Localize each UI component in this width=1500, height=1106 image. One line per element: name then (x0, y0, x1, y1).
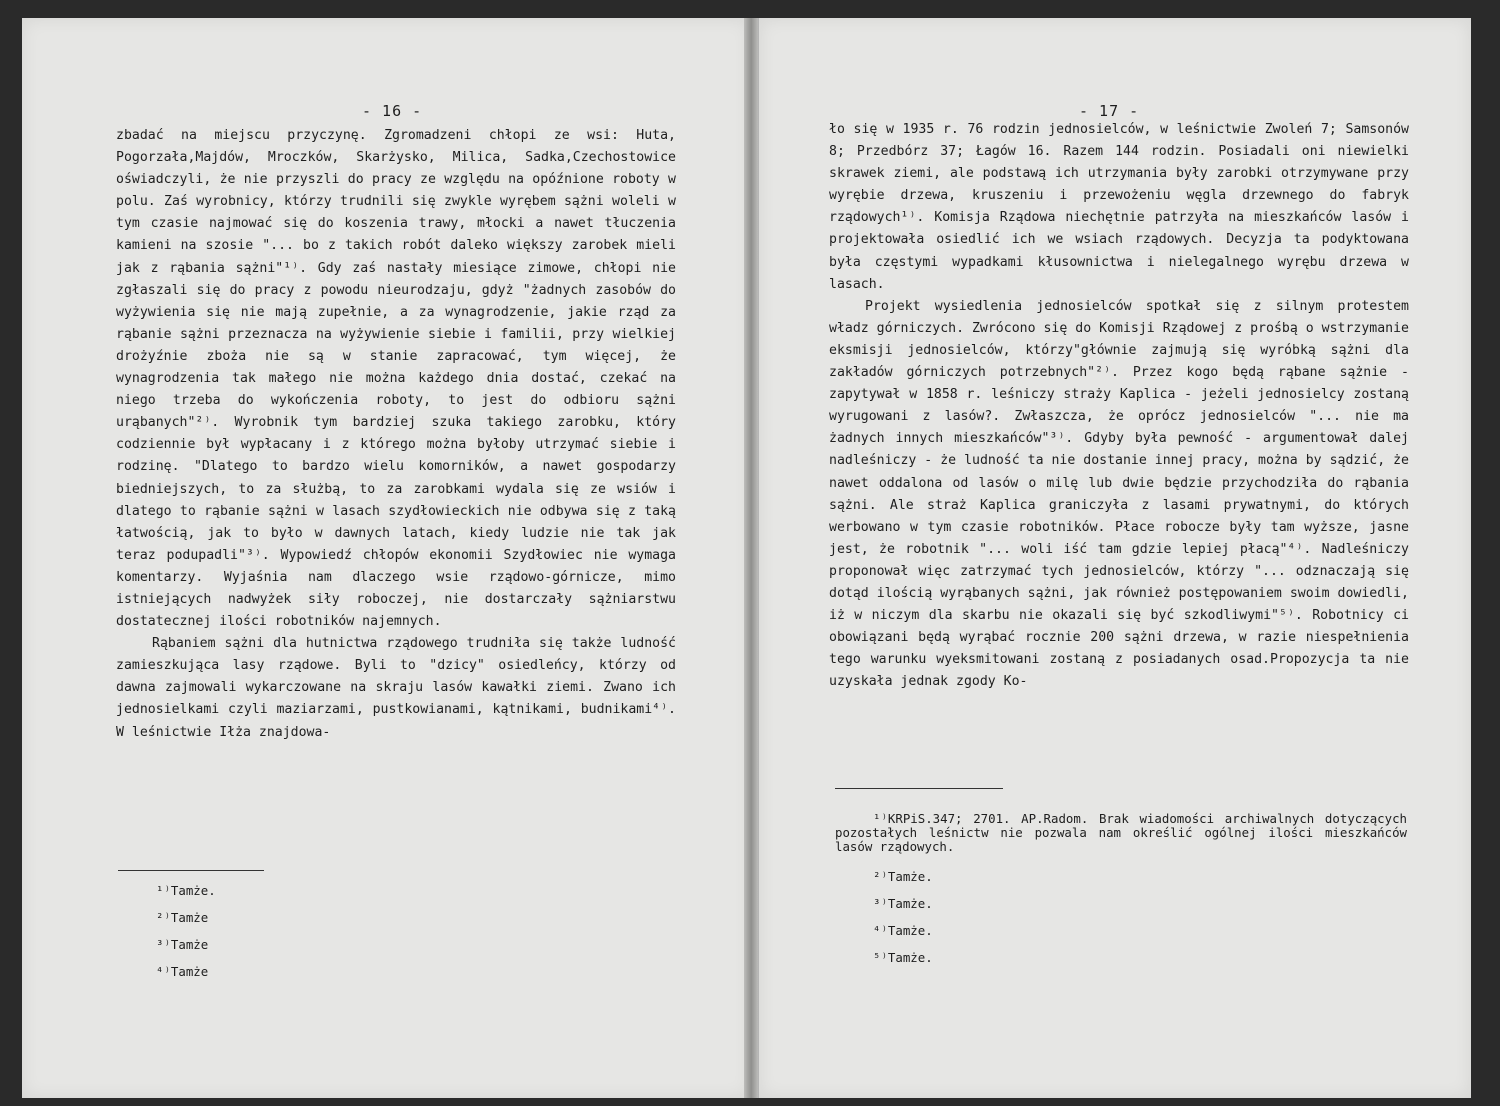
footnote: ¹⁾Tamże. (156, 883, 216, 898)
footnote: ²⁾Tamże (156, 910, 209, 925)
footnote: ²⁾Tamże. (873, 869, 933, 884)
footnote-divider (118, 870, 264, 871)
right-page (758, 18, 1471, 1098)
footnote: ⁵⁾Tamże. (873, 950, 933, 965)
footnote-divider (835, 788, 1003, 789)
footnote: ¹⁾KRPiS.347; 2701. AP.Radom. Brak wiadomości archiwalnych dotyczących pozostałych leśnictw nie pozwala nam określić ogólnej ilości mieszkańców lasów rządowych. (835, 811, 1407, 854)
body-text (829, 119, 1409, 693)
paragraph: Projekt wysiedlenia jednosielców spotkał się z silnym protestem władz górniczych. Zwrócono się do Komisji Rządowej z prośbą o wstrzymanie eksmisji jednosielców, którzy"głównie zajmują się wyróbką sążni dla zakładów górniczych potrzebnych"²⁾. Przez kogo będą rąbane sążnie - zapytywał w 1858 r. leśniczy straży Kaplica - jeżeli jednosielcy zostaną wyrugowani z lasów?. Zwłaszcza, że oprócz jednosielców "... nie ma żadnych innych mieszkańców"³⁾. Gdyby była pewność - argumentował dalej nadleśniczy - że ludność ta nie dostanie innej pracy, można by sądzić, że nawet oddalona od lasów o milę lub dwie będzie przychodziła do rąbania sążni. Ale straż Kaplica graniczyła z lasami prywatnymi, do których werbowano w tym czasie robotników. Płace robocze były tam wyższe, jasne jest, że robotnik "... woli iść tam gdzie lepiej płacą"⁴⁾. Nadleśniczy proponował więc zatrzymać tych jednosielców, którzy "... odznaczają się dotąd ilością wyrąbanych sążni, jak również postępowaniem swoim dowiedli, iż w niczym dla skarbu nie okazali się być szkodliwymi"⁵⁾. Robotnicy ci obowiązani będą wyrąbać rocznie 200 sążni drzewa, w razie niespełnienia tego warunku wyeksmitowani zostaną z posiadanych osad.Propozycja ta nie uzyskała jednak zgody Ko- (829, 298, 1409, 690)
page-number: - 17 - (1079, 102, 1140, 120)
footnote: ⁴⁾Tamże. (873, 923, 933, 938)
footnote: ⁴⁾Tamże (156, 964, 209, 979)
paragraph: Rąbaniem sążni dla hutnictwa rządowego trudniła się także ludność zamieszkująca lasy rządowe. Byli to "dzicy" osiedleńcy, którzy od dawna zajmowali wykarczowane na skraju lasów kawałki ziemi. Zwano ich jednosielkami czyli maziarzami, pustkowianami, kątnikami, budnikami⁴⁾. W leśnictwie Iłża znajdowa- (116, 636, 676, 740)
footnotes (835, 812, 1407, 978)
footnote: ³⁾Tamże (156, 937, 209, 952)
footnote: ³⁾Tamże. (873, 896, 933, 911)
body-text (116, 125, 676, 744)
paragraph: ło się w 1935 r. 76 rodzin jednosielców, w leśnictwie Zwoleń 7; Samsonów 8; Przedbórz 37; Łagów 16. Razem 144 rodzin. Posiadali oni niewielki skrawek ziemi, ale podstawą ich utrzymania były zarobki otrzymywane przy wyrębie drzewa, kruszeniu i przewożeniu węgla drzewnego do fabryk rządowych¹⁾. Komisja Rządowa niechętnie patrzyła na mieszkańców lasów i projektowała osiedlić ich we wsiach rządowych. Decyzja ta podyktowana była częstymi wypadkami kłusownictwa i nielegalnego wyrębu drzewa w lasach. (829, 122, 1409, 292)
page-number: - 16 - (362, 102, 423, 120)
footnotes (156, 884, 456, 992)
paragraph: zbadać na miejscu przyczynę. Zgromadzeni chłopi ze wsi: Huta, Pogorzała,Majdów, Mroczków, Skarżysko, Milica, Sadka,Czechostowice oświadczyli, że nie przyszli do pracy ze względu na opóźnione roboty w polu. Zaś wyrobnicy, którzy trudnili się zwykle wyrębem sążni woleli w tym czasie najmować się do koszenia trawy, młocki a nawet tłuczenia kamieni na szosie "... bo z takich robót daleko większy zarobek mieli jak z rąbania sążni"¹⁾. Gdy zaś nastały miesiące zimowe, chłopi nie zgłaszali się do pracy z powodu nieurodzaju, gdyż "żadnych zasobów do wyżywienia się nie mają zupełnie, a za wynagrodzenie, jakie rząd za rąbanie sążni przeznacza na wyżywienie siebie i familii, przy wielkiej drożyźnie zboża nie są w stanie zapracować, tym więcej, że wynagrodzenia tak małego nie można każdego dnia dostać, czekać na niego trzeba do wykończenia roboty, to jest do odbioru sążni urąbanych"²⁾. Wyrobnik tym bardziej szuka takiego zarobku, który codziennie był wypłacany i z którego można byłoby utrzymać siebie i rodzinę. "Dlatego to bardzo wielu komorników, a nawet gospodarzy biedniejszych, to za służbą, to za zarobkami wydala się ze wsiów i dlatego to rąbanie sążni w lasach szydłowieckich nie odbywa się z taką łatwością, jak to było w dawnych latach, kiedy ludzie nie tak jak teraz podupadli"³⁾. Wypowiedź chłopów ekonomii Szydłowiec nie wymaga komentarzy. Wyjaśnia nam dlaczego wsie rządowo-górnicze, mimo istniejących nadwyżek siły roboczej, nie dostarczały sążniarstwu dostatecznej ilości robotników najemnych. (116, 128, 676, 630)
left-page (22, 18, 751, 1098)
